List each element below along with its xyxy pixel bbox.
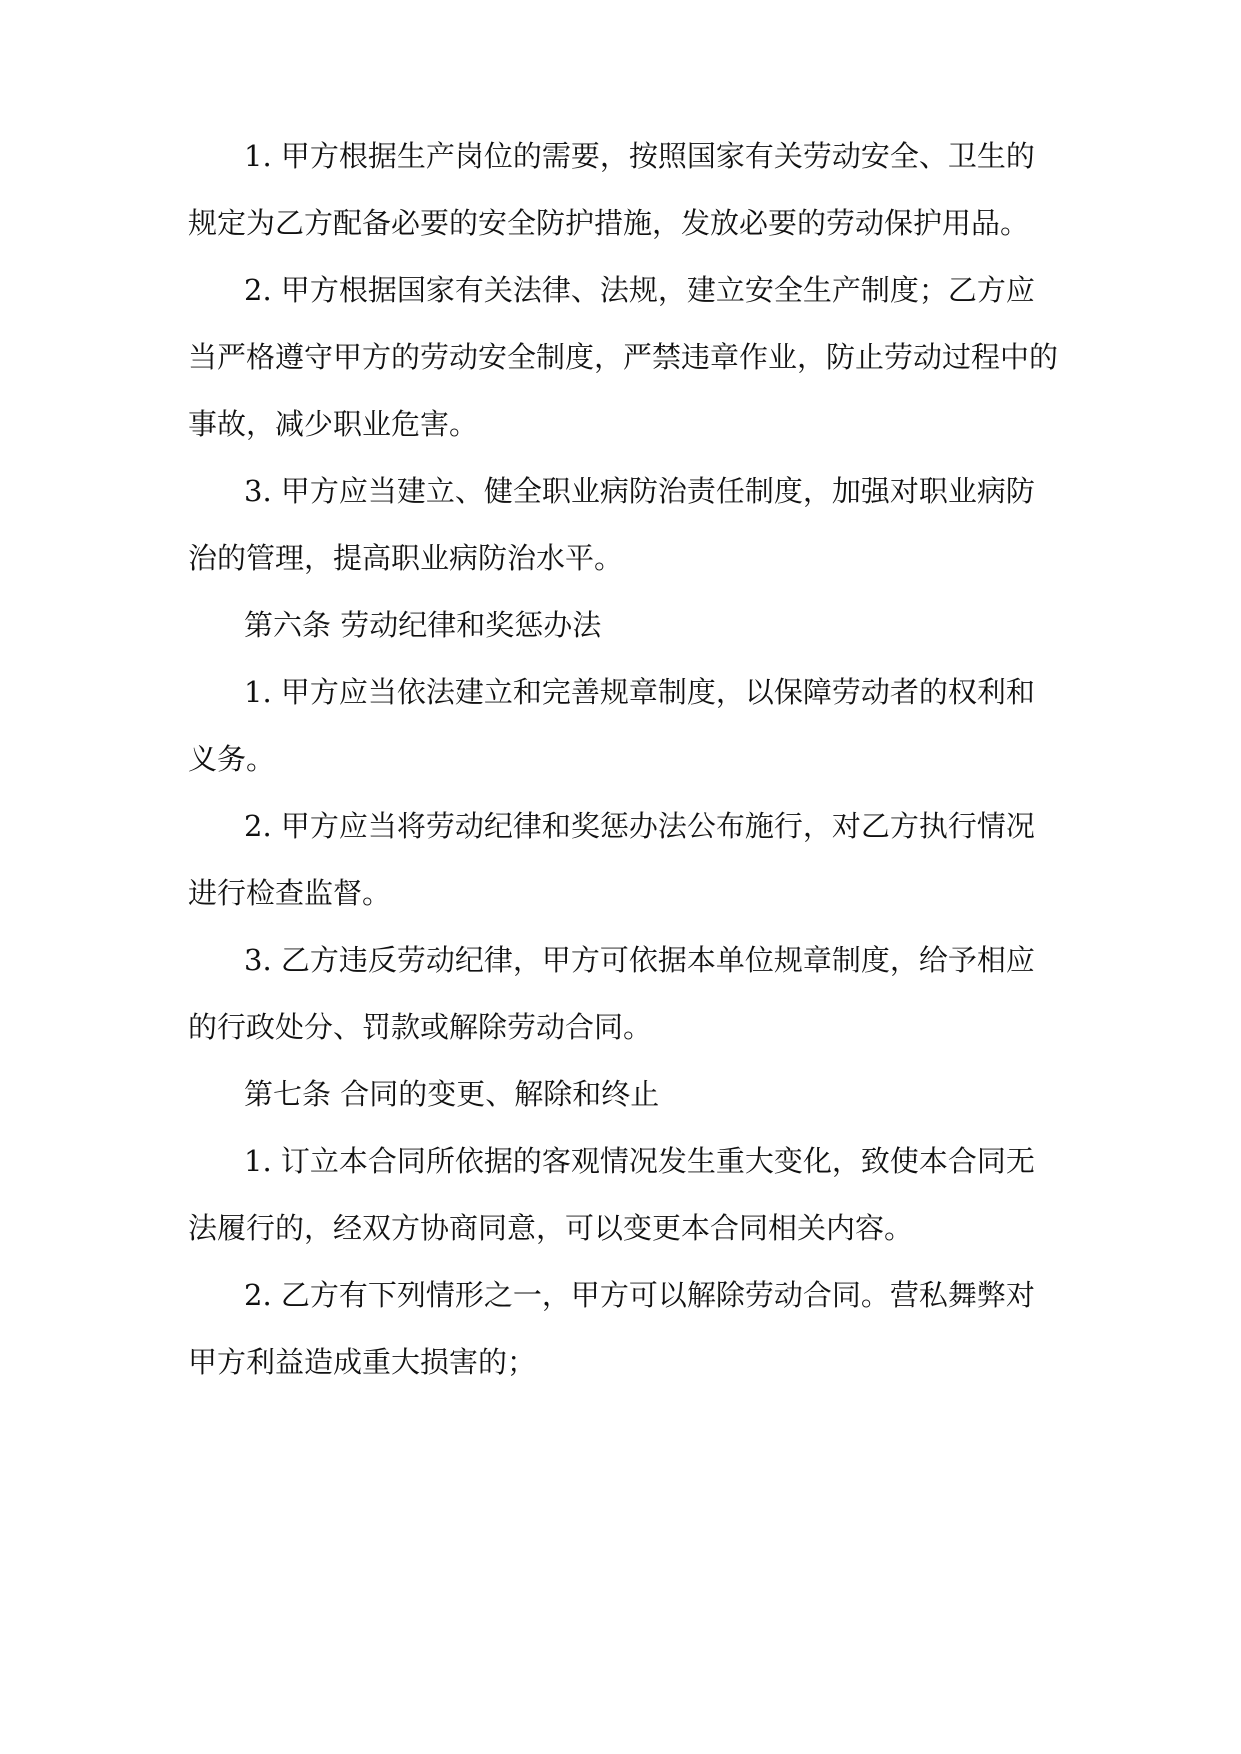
paragraph-line: 的行政处分、罚款或解除劳动合同。 <box>188 1010 653 1044</box>
paragraph-line: 甲方利益造成重大损害的； <box>188 1345 537 1379</box>
paragraph-line: 3. 甲方应当建立、健全职业病防治责任制度，加强对职业病防 <box>244 474 1035 508</box>
paragraph-line: 2. 乙方有下列情形之一，甲方可以解除劳动合同。营私舞弊对 <box>244 1278 1035 1312</box>
paragraph-line: 2. 甲方根据国家有关法律、法规，建立安全生产制度；乙方应 <box>244 273 1035 307</box>
paragraph-line: 2. 甲方应当将劳动纪律和奖惩办法公布施行，对乙方执行情况 <box>244 809 1035 843</box>
paragraph-line: 治的管理，提高职业病防治水平。 <box>188 541 624 575</box>
paragraph-line: 3. 乙方违反劳动纪律，甲方可依据本单位规章制度，给予相应 <box>244 943 1035 977</box>
paragraph-line: 1. 订立本合同所依据的客观情况发生重大变化，致使本合同无 <box>244 1144 1035 1178</box>
paragraph-line: 义务。 <box>188 742 276 776</box>
article-heading: 第六条 劳动纪律和奖惩办法 <box>244 608 602 642</box>
article-heading: 第七条 合同的变更、解除和终止 <box>244 1077 660 1111</box>
paragraph-line: 规定为乙方配备必要的安全防护措施，发放必要的劳动保护用品。 <box>188 206 1030 240</box>
paragraph-line: 1. 甲方应当依法建立和完善规章制度，以保障劳动者的权利和 <box>244 675 1035 709</box>
paragraph-line: 法履行的，经双方协商同意，可以变更本合同相关内容。 <box>188 1211 914 1245</box>
paragraph-line: 1. 甲方根据生产岗位的需要，按照国家有关劳动安全、卫生的 <box>244 139 1035 173</box>
paragraph-line: 当严格遵守甲方的劳动安全制度，严禁违章作业，防止劳动过程中的 <box>188 340 1059 374</box>
paragraph-line: 事故，减少职业危害。 <box>188 407 479 441</box>
paragraph-line: 进行检查监督。 <box>188 876 392 910</box>
